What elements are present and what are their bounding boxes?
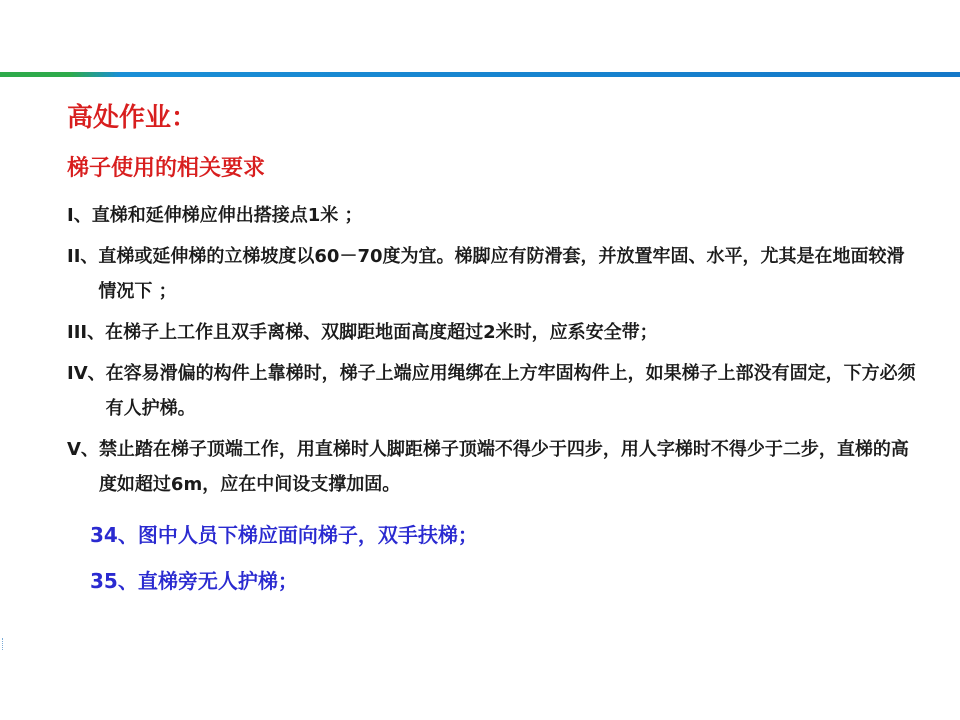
requirement-marker: IV、 — [67, 363, 106, 384]
requirement-marker: II、 — [67, 246, 99, 267]
requirement-item-1 — [67, 198, 917, 233]
requirement-item-4 — [67, 356, 917, 426]
requirement-text: 直梯或延伸梯的立梯坡度以60－70度为宜。梯脚应有防滑套，并放置牢固、水平，尤其是在地面较滑情况下 ； — [98, 246, 905, 302]
requirement-marker: V、 — [67, 439, 99, 460]
header-divider — [0, 72, 960, 77]
requirement-item-2 — [67, 239, 917, 309]
slide-title: 高处作业： — [67, 103, 198, 133]
requirement-text: 禁止踏在梯子顶端工作，用直梯时人脚距梯子顶端不得少于四步，用人字梯时不得少于二步，直梯的高度如超过6m，应在中间设支撑加固。 — [98, 439, 909, 495]
notes-list — [90, 512, 478, 604]
slide-header-area — [0, 0, 960, 72]
requirement-item-3 — [67, 315, 917, 350]
requirement-text: 在梯子上工作且双手离梯、双脚距地面高度超过2米时，应系安全带； — [105, 322, 658, 343]
requirement-item-5 — [67, 432, 917, 502]
note-item-35: 35、直梯旁无人护梯； — [90, 569, 298, 593]
requirement-marker: III、 — [67, 322, 106, 343]
edge-marker — [2, 638, 5, 650]
requirements-list — [67, 198, 917, 508]
requirement-marker: I、 — [67, 205, 92, 226]
note-item-34: 34、图中人员下梯应面向梯子，双手扶梯； — [90, 523, 478, 547]
slide-subtitle: 梯子使用的相关要求 — [67, 156, 266, 181]
requirement-text: 直梯和延伸梯应伸出搭接点1米 ； — [91, 205, 363, 226]
requirement-text: 在容易滑偏的构件上靠梯时，梯子上端应用绳绑在上方牢固构件上，如果梯子上部没有固定，下方必须有人护梯。 — [105, 363, 916, 419]
